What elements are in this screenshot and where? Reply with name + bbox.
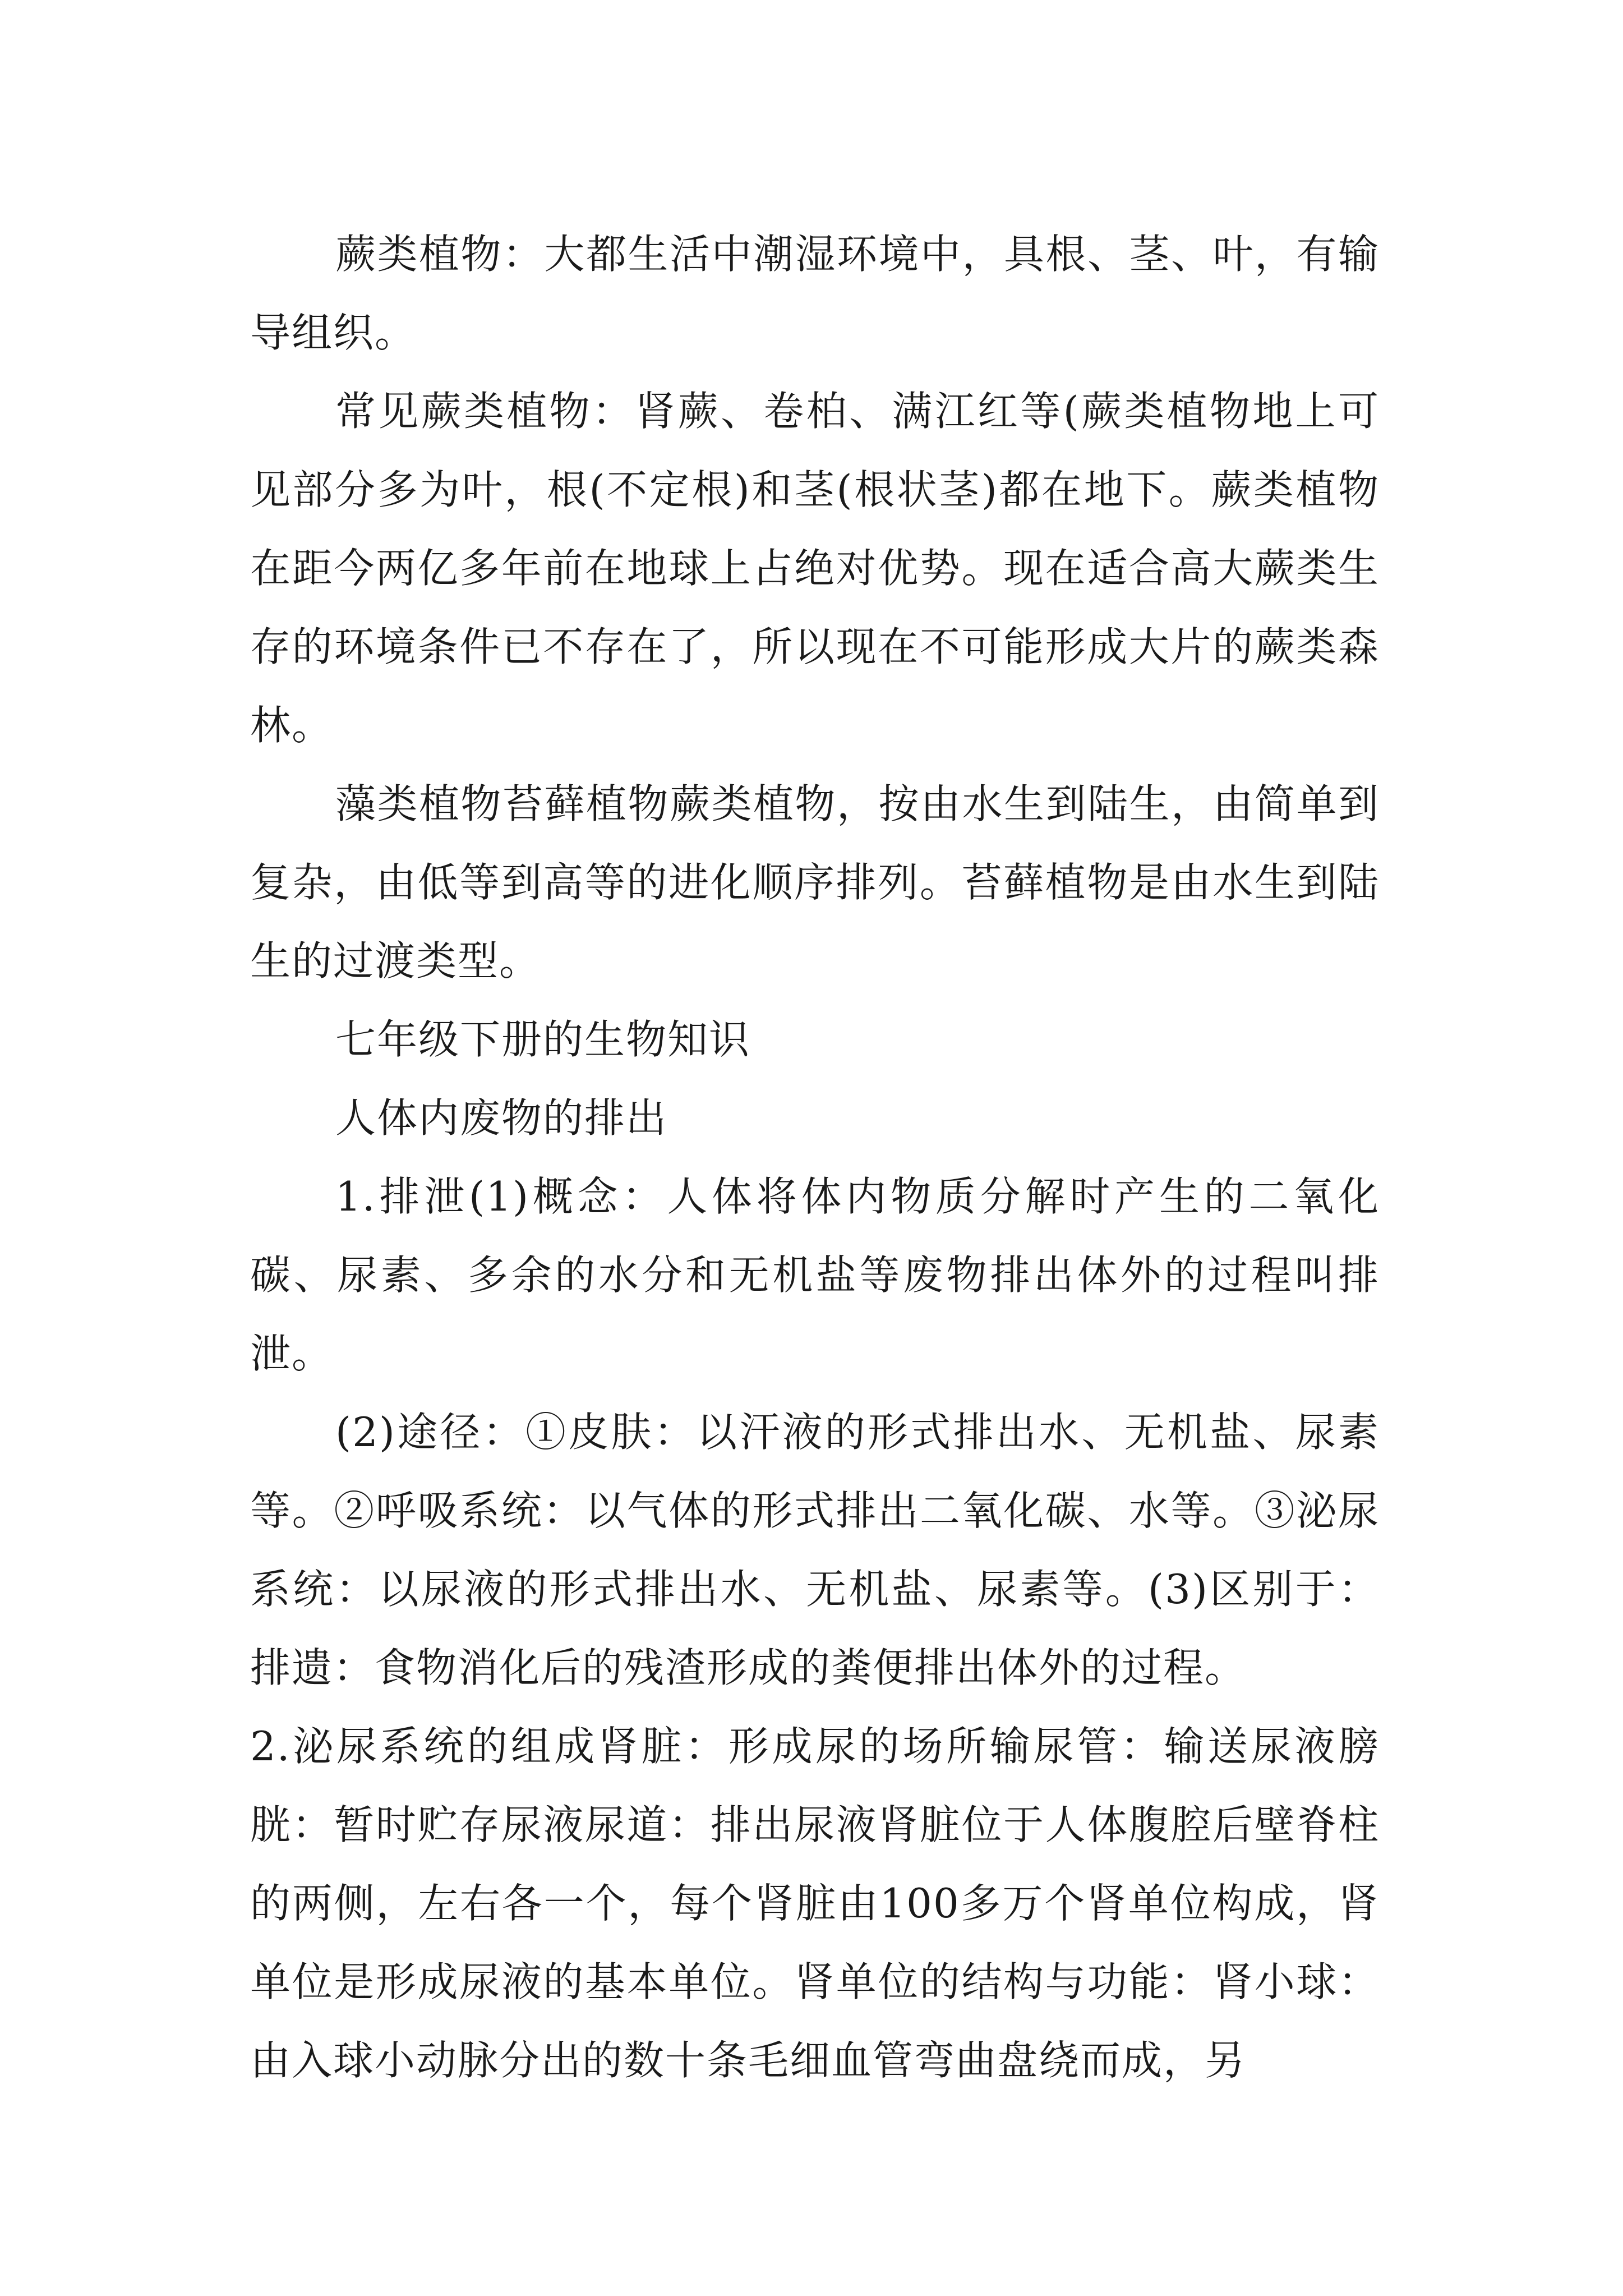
paragraph-excretion-concept: 1.排泄(1)概念：人体将体内物质分解时产生的二氧化碳、尿素、多余的水分和无机盐等废物排出体外的过程叫排泄。 bbox=[250, 1173, 1380, 1377]
paragraph-plant-evolution: 藻类植物苔藓植物蕨类植物，按由水生到陆生，由简单到复杂，由低等到高等的进化顺序排列。苔藓植物是由水生到陆生的过渡类型。 bbox=[250, 780, 1380, 984]
section-heading-waste-excretion: 人体内废物的排出 bbox=[335, 1094, 668, 1142]
document-body bbox=[250, 215, 1380, 2100]
paragraph-urinary-system: 2.泌尿系统的组成肾脏：形成尿的场所输尿管：输送尿液膀胱：暂时贮存尿液尿道：排出尿液肾脏位于人体腹腔后壁脊柱的两侧，左右各一个，每个肾脏由100多万个肾单位构成，肾单位是形成尿液的基本单位。肾单位的结构与功能：肾小球：由入球小动脉分出的数十条毛细血管弯曲盘绕而成，另 bbox=[250, 1723, 1380, 2084]
paragraph-common-ferns: 常见蕨类植物：肾蕨、卷柏、满江红等(蕨类植物地上可见部分多为叶，根(不定根)和茎(根状茎)都在地下。蕨类植物在距今两亿多年前在地球上占绝对优势。现在适合高大蕨类生存的环境条件已不存在了，所以现在不可能形成大片的蕨类森林。 bbox=[250, 388, 1380, 749]
section-heading-grade7-vol2: 七年级下册的生物知识 bbox=[335, 1016, 751, 1063]
paragraph-excretion-pathways: (2)途径：①皮肤：以汗液的形式排出水、无机盐、尿素等。②呼吸系统：以气体的形式排出二氧化碳、水等。③泌尿系统：以尿液的形式排出水、无机盐、尿素等。(3)区别于：排遗：食物消化后的残渣形成的粪便排出体外的过程。 bbox=[250, 1409, 1380, 1691]
paragraph-ferns-overview: 蕨类植物：大都生活中潮湿环境中，具根、茎、叶，有输导组织。 bbox=[250, 231, 1380, 356]
